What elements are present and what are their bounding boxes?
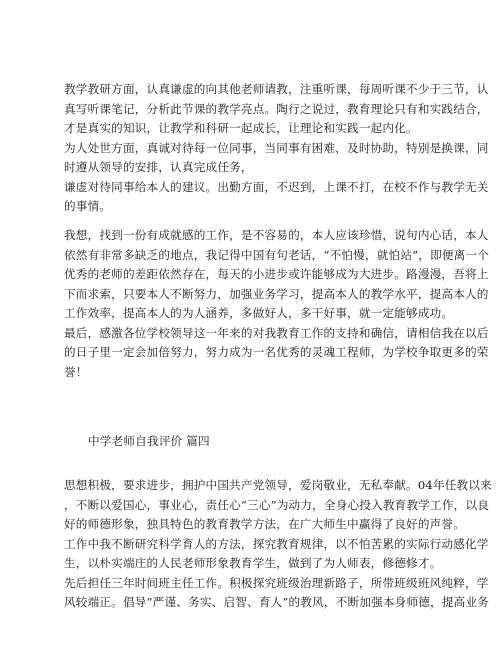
text-line: ，不断以爱国心，事业心，责任心“三心”为动力，全身心投入教育教学工作，以良: [64, 497, 490, 512]
text-line: 工作效率，提高本人的为人涵养，多做好人，多干好事，就一定能够成功。: [64, 306, 454, 320]
text-line: 谦虚对待同事给本人的建议。出勤方面，不迟到，上课不打，在校不作与教学无关: [64, 179, 489, 194]
text-line: 依然有非常多缺乏的地点，我记得中国有句老话，“不怕慢，就怕站”，即便离一个: [64, 247, 490, 262]
text-line: 好的师德形象，独具特色的教育教学方法，在广大师生中赢得了良好的声誉。: [64, 517, 465, 531]
text-line: 思想积极，要求进步，拥护中国共产党领导，爱岗敬业，无私奉献。04年任教以来: [64, 478, 492, 492]
text-line: 最后，感激各位学校领导这一年来的对我教育工作的支持和确信，请相信我在以后: [64, 325, 489, 340]
text-line: 我想，找到一份有成就感的工作，是不容易的，本人应该珍惜，说句内心话，本人: [64, 228, 489, 242]
text-line: 教学教研方面，认真谦虚的向其他老师请教，注重听课，每周听课不少于三节，认: [64, 82, 489, 96]
text-line: 真写听课笔记，分析此节课的教学亮点。陶行之说过，教育理论只有和实践结合，: [64, 101, 489, 116]
paragraph-reflection-and-thanks: [64, 226, 490, 382]
text-line: 为人处世方面，真诚对待每一位同事，当同事有困难，及时协助，特别是换课，同: [64, 140, 489, 155]
text-line: 风较端正。倡导“严谨、务实、启智、育人”的教风，不断加强本身师德，提高业务: [64, 595, 490, 609]
text-line: 下而求索，只要本人不断努力，加强业务学习，提高本人的教学水平，提高本人的: [64, 286, 489, 301]
text-line: 工作中我不断研究科学育人的方法，探究教育规律，以不怕苦累的实际行动感化学: [64, 536, 489, 551]
text-line: 先后担任三年时间班主任工作。积极探究班级治理新路子，所带班级班风纯粹，学: [64, 575, 489, 590]
paragraph-section-four: [64, 476, 492, 613]
text-line: 的事情。: [64, 199, 112, 213]
text-line: 的日子里一定会加倍努力，努力成为一名优秀的灵魂工程师，为学校争取更多的荣: [64, 345, 489, 359]
text-line: 誉！: [64, 364, 88, 379]
text-line: 优秀的老师的差距依然存在，每天的小进步或许能够成为大进步。路漫漫，吾将上: [64, 267, 489, 281]
paragraph-teaching-and-conduct: [64, 80, 489, 217]
text-line: 才是真实的知识，让教学和科研一起成长，让理论和实践一起内化。: [64, 121, 418, 135]
section-heading: 中学老师自我评价 篇四: [88, 434, 210, 448]
text-line: 时遵从领导的安排，认真完成任务，: [64, 160, 253, 174]
text-line: 生，以朴实端庄的人民老师形象教育学生，做到了为人师表，修德修才。: [64, 556, 442, 570]
